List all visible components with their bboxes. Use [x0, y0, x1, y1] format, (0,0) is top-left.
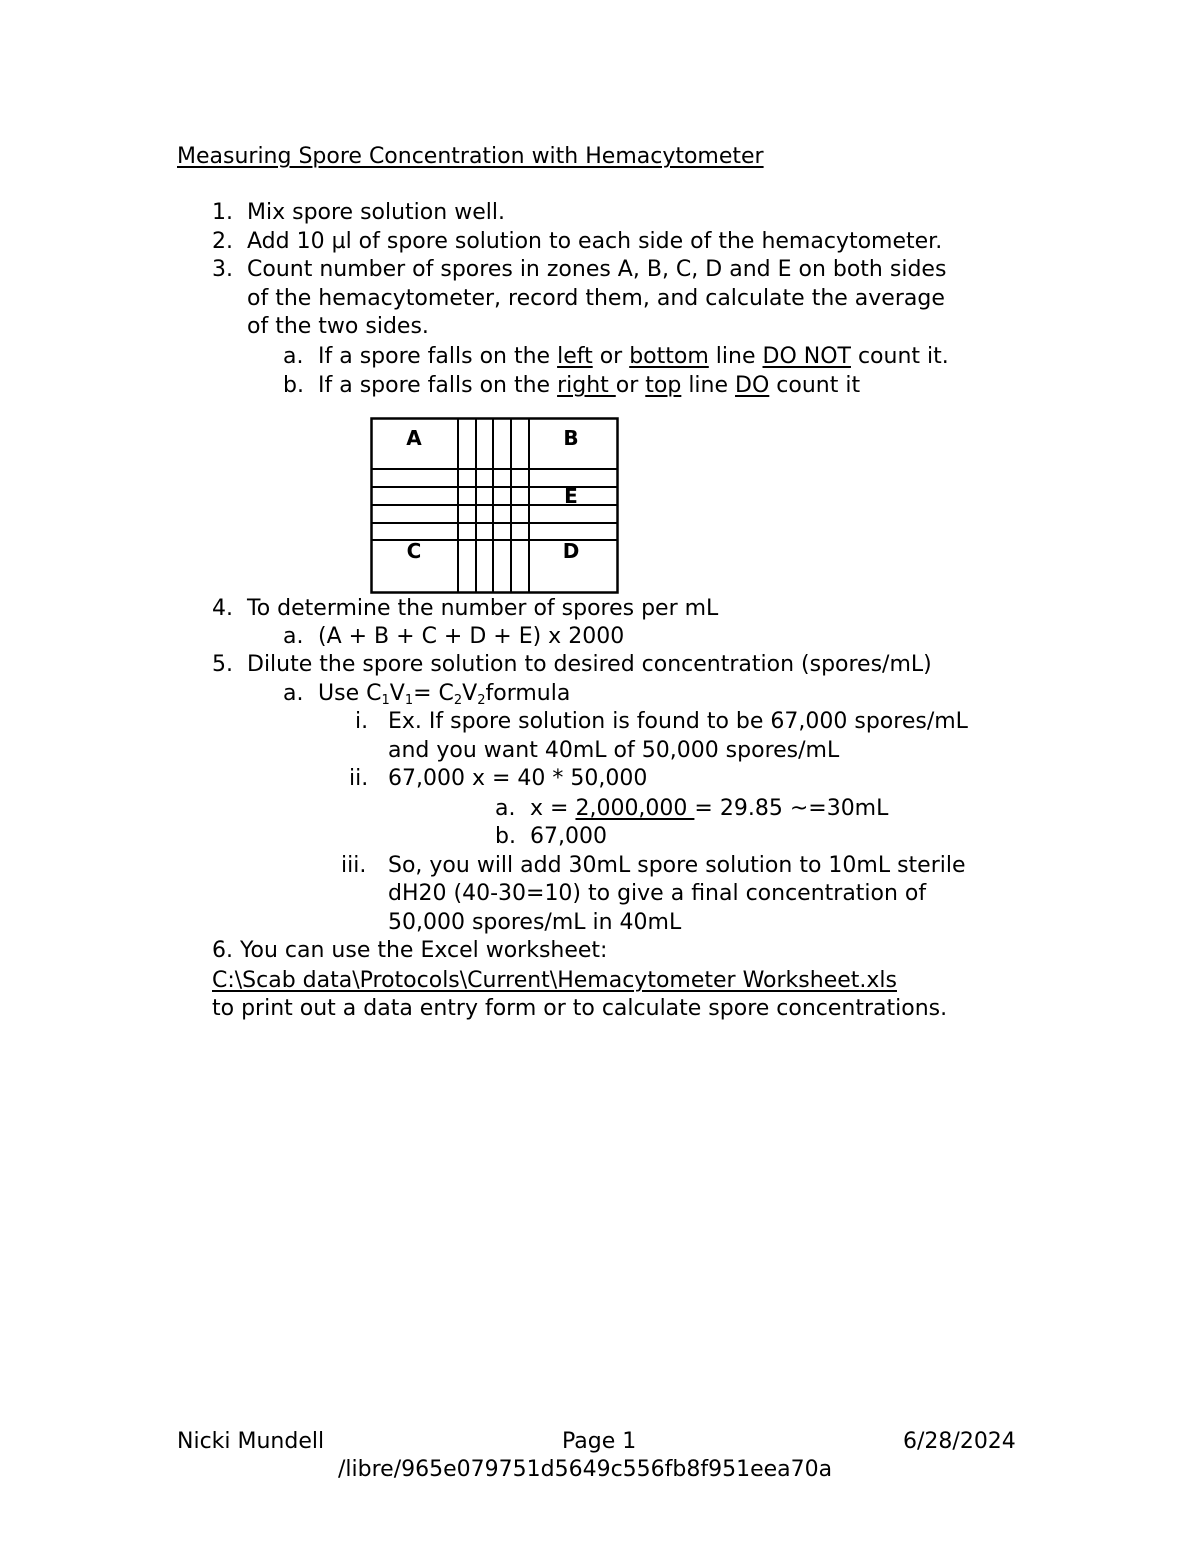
step-3b-text-part: or	[615, 373, 646, 398]
step-3-line-2: of the hemacytometer, record them, and calculate the average	[247, 286, 945, 311]
zone-label-b: B	[563, 426, 579, 450]
emphasis-do: DO	[735, 373, 770, 398]
footer-file-path: /libre/965e079751d5649c556fb8f951eea70a	[338, 1457, 833, 1482]
zone-label-d: D	[562, 539, 580, 563]
step-3a-number: a.	[283, 344, 304, 369]
footer-page-number: Page 1	[562, 1429, 637, 1454]
hemacytometer-grid-diagram	[370, 417, 619, 594]
step-3b-text	[318, 372, 860, 400]
formula-part: V	[462, 681, 478, 706]
formula-subscript: 2	[453, 693, 463, 708]
step-4a-formula: (A + B + C + D + E) x 2000	[318, 624, 625, 649]
calc-numerator: 2,000,000	[575, 796, 695, 821]
step-5a-iii-line-3: 50,000 spores/mL in 40mL	[388, 910, 682, 935]
step-5a-i-line-2: and you want 40mL of 50,000 spores/mL	[388, 738, 840, 763]
emphasis-do-not: DO NOT	[762, 344, 851, 369]
step-5a-ii-a-number: a.	[495, 796, 516, 821]
footer-date: 6/28/2024	[903, 1429, 1016, 1454]
step-3b-number: b.	[283, 373, 304, 398]
footer-author: Nicki Mundell	[177, 1429, 325, 1454]
step-5a-ii-b-number: b.	[495, 824, 516, 849]
emphasis-left: left	[557, 344, 593, 369]
step-2-text: Add 10 µl of spore solution to each side of the hemacytometer.	[247, 229, 943, 254]
step-3a-text-part: line	[708, 344, 763, 369]
step-5a-i-line-1: Ex. If spore solution is found to be 67,000 spores/mL	[388, 709, 968, 734]
emphasis-top: top	[645, 373, 682, 398]
formula-part: V	[389, 681, 405, 706]
step-5a-iii-line-2: dH20 (40-30=10) to give a final concentration of	[388, 881, 927, 906]
step-3a-text-part: If a spore falls on the	[318, 344, 558, 369]
step-3b-text-part: count it	[769, 373, 861, 398]
step-3b-text-part: line	[681, 373, 736, 398]
page-title: Measuring Spore Concentration with Hemacytometer	[177, 144, 764, 169]
step-3a-text	[318, 343, 949, 371]
step-5a-formula	[318, 680, 570, 708]
step-5a-ii-a-text	[530, 795, 888, 823]
step-3-line-3: of the two sides.	[247, 314, 429, 339]
step-3b-text-part: If a spore falls on the	[318, 373, 558, 398]
worksheet-file-path: C:\Scab data\Protocols\Current\Hemacytometer Worksheet.xls	[212, 968, 897, 993]
zone-label-a: A	[406, 426, 422, 450]
step-3a-text-part: or	[592, 344, 630, 369]
emphasis-bottom: bottom	[629, 344, 709, 369]
step-3a-text-part: count it.	[850, 344, 949, 369]
formula-subscript: 2	[477, 693, 486, 708]
formula-part: = C	[413, 681, 454, 706]
step-3-line-1: Count number of spores in zones A, B, C, D and E on both sides	[247, 257, 947, 282]
step-4-number: 4.	[212, 596, 233, 621]
zone-label-c: C	[406, 539, 422, 563]
emphasis-right: right	[557, 373, 616, 398]
step-1-text: Mix spore solution well.	[247, 200, 505, 225]
formula-subscript: 1	[404, 693, 414, 708]
calc-part: = 29.85 ~=30mL	[694, 796, 889, 821]
step-5a-ii-number: ii.	[349, 766, 369, 791]
step-6-line-3: to print out a data entry form or to calculate spore concentrations.	[212, 996, 948, 1021]
step-5a-i-number: i.	[355, 709, 369, 734]
step-5-number: 5.	[212, 652, 233, 677]
step-4-text: To determine the number of spores per mL	[247, 596, 719, 621]
step-5a-iii-number: iii.	[341, 853, 367, 878]
step-1-number: 1.	[212, 200, 233, 225]
formula-part: formula	[485, 681, 571, 706]
step-2-number: 2.	[212, 229, 233, 254]
step-5a-iii-line-1: So, you will add 30mL spore solution to 10mL sterile	[388, 853, 966, 878]
calc-part: x =	[530, 796, 576, 821]
step-4a-number: a.	[283, 624, 304, 649]
formula-subscript: 1	[381, 693, 390, 708]
zone-label-e: E	[564, 484, 578, 508]
step-3-number: 3.	[212, 257, 233, 282]
step-5a-ii-text: 67,000 x = 40 * 50,000	[388, 766, 648, 791]
formula-part: Use C	[318, 681, 382, 706]
step-5-text: Dilute the spore solution to desired concentration (spores/mL)	[247, 652, 932, 677]
step-5a-ii-b-text: 67,000	[530, 824, 607, 849]
step-6-text: 6. You can use the Excel worksheet:	[212, 938, 608, 963]
step-5a-number: a.	[283, 681, 304, 706]
